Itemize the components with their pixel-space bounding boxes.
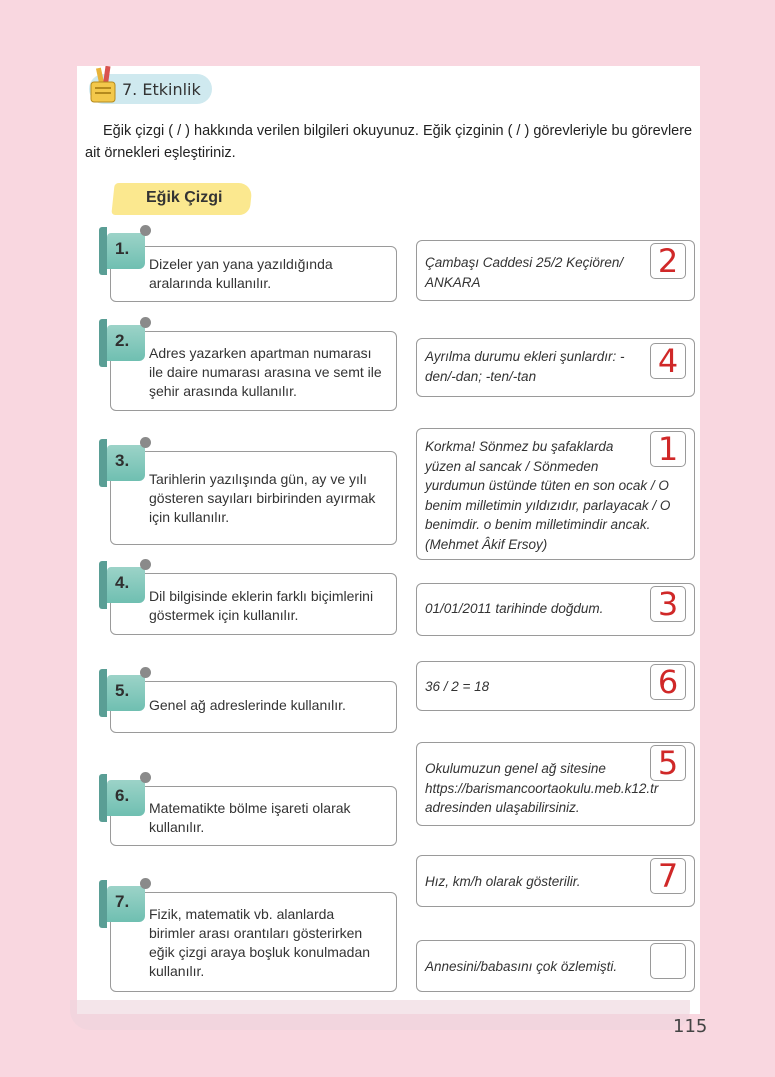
item-number: 4. (115, 573, 130, 592)
tab-dot (140, 772, 151, 783)
example-text: 01/01/2011 tarihinde doğdum. (425, 601, 604, 616)
tab-bar (99, 669, 107, 717)
example-text: Çambaşı Caddesi 25/2 Keçiören/ ANKARA (425, 255, 624, 290)
tab-dot (140, 437, 151, 448)
answer-box[interactable]: 5 (650, 745, 686, 781)
function-item-2 (110, 331, 397, 411)
function-text: Dil bilgisinde eklerin farklı biçimlerini göstermek için kullanılır. (149, 588, 374, 623)
answer-box[interactable]: 1 (650, 431, 686, 467)
tab-dot (140, 225, 151, 236)
example-item-2 (416, 338, 695, 397)
tab-dot (140, 317, 151, 328)
item-number-tab (107, 445, 145, 481)
tab-bar (99, 561, 107, 609)
example-text: Ayrılma durumu ekleri şunlardır: -den/-dan; -ten/-tan (425, 349, 625, 384)
example-text: Okulumuzun genel ağ sitesine https://barismancoortaokulu.meb.k12.tr adresinden ulaşabilirsiniz. (425, 761, 659, 815)
tab-bar (99, 880, 107, 928)
function-text: Fizik, matematik vb. alanlarda birimler arası orantıları gösterirken eğik çizgi araya boşluk konulmadan kullanılır. (149, 906, 371, 979)
example-item-6 (416, 742, 695, 826)
function-item-1 (110, 246, 397, 302)
tab-dot (140, 559, 151, 570)
item-number-tab (107, 780, 145, 816)
function-item-7 (110, 892, 397, 992)
example-item-3 (416, 428, 695, 560)
instructions-text: Eğik çizgi ( / ) hakkında verilen bilgileri okuyunuz. Eğik çizginin ( / ) görevleriyle bu görevlere ait örnekleri eşleştiriniz. (85, 123, 693, 161)
item-number-tab (107, 233, 145, 269)
pencil-cup-icon (86, 66, 122, 104)
section-label: Eğik Çizgi (146, 189, 223, 206)
tab-bar (99, 439, 107, 487)
page-shadow (70, 1000, 690, 1030)
example-text: Korkma! Sönmez bu şafaklarda yüzen al sancak / Sönmeden yurdumun üstünde tüten en son ocak / O benim milletimin yıldızıdır, parlayacak / O benimdir. o benim milletimindir ancak. (Mehmet Âkif Ersoy) (425, 437, 686, 554)
example-text: 36 / 2 = 18 (425, 679, 490, 694)
item-number: 5. (115, 681, 130, 700)
tab-bar (99, 774, 107, 822)
function-item-4 (110, 573, 397, 635)
answer-box[interactable]: 6 (650, 664, 686, 700)
answer-box[interactable]: 4 (650, 343, 686, 379)
function-text: Matematikte bölme işareti olarak kullanılır. (149, 800, 351, 835)
function-item-6 (110, 786, 397, 846)
item-number-tab (107, 567, 145, 603)
activity-title: 7. Etkinlik (122, 80, 201, 99)
tab-bar (99, 227, 107, 275)
item-number-tab (107, 675, 145, 711)
function-text: Genel ağ adreslerinde kullanılır. (149, 697, 346, 713)
item-number: 7. (115, 892, 130, 911)
function-item-5 (110, 681, 397, 733)
page-number: 115 (673, 1016, 708, 1037)
example-item-8 (416, 940, 695, 992)
example-item-1 (416, 240, 695, 301)
tab-dot (140, 878, 151, 889)
answer-box[interactable] (650, 943, 686, 979)
example-text: Annesini/babasını çok özlemişti. (425, 959, 618, 974)
item-number: 1. (115, 239, 130, 258)
tab-bar (99, 319, 107, 367)
function-text: Tarihlerin yazılışında gün, ay ve yılı gösteren sayıları birbirinden ayırmak için kullanılır. (149, 471, 376, 525)
item-number-tab (107, 325, 145, 361)
item-number: 3. (115, 451, 130, 470)
answer-box[interactable]: 2 (650, 243, 686, 279)
answer-box[interactable]: 7 (650, 858, 686, 894)
function-text: Adres yazarken apartman numarası ile daire numarası arasına ve semt ile şehir arasında kullanılır. (149, 345, 382, 399)
example-item-5 (416, 661, 695, 711)
function-text: Dizeler yan yana yazıldığında aralarında kullanılır. (149, 256, 333, 291)
function-item-3 (110, 451, 397, 545)
tab-dot (140, 667, 151, 678)
example-text: Hız, km/h olarak gösterilir. (425, 874, 581, 889)
item-number: 6. (115, 786, 130, 805)
answer-box[interactable]: 3 (650, 586, 686, 622)
item-number: 2. (115, 331, 130, 350)
example-item-4 (416, 583, 695, 636)
example-item-7 (416, 855, 695, 907)
item-number-tab (107, 886, 145, 922)
